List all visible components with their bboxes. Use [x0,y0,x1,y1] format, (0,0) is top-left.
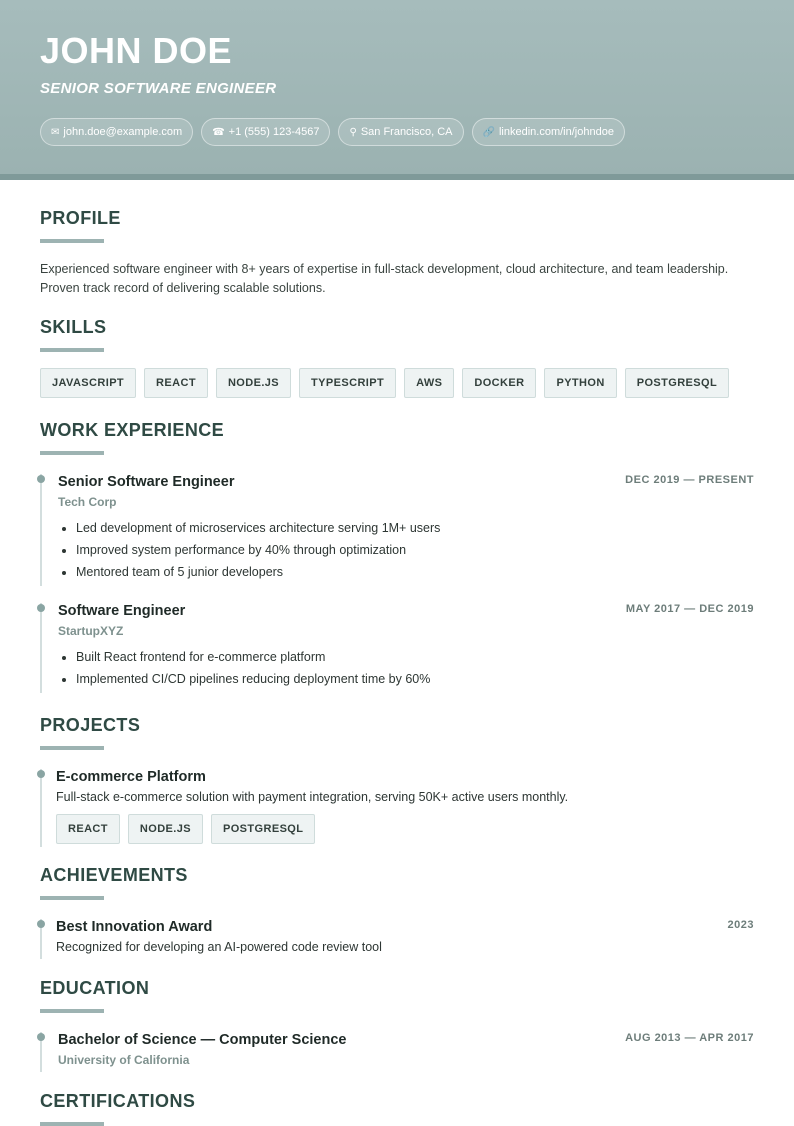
achievement-year: 2023 [727,919,754,931]
tech-tag: POSTGRESQL [211,814,315,844]
education-dates: AUG 2013 — APR 2017 [625,1032,754,1044]
list-item: • Improved system performance by 40% through optimization [76,539,754,561]
contact-list [40,118,625,146]
achievement-title: Best Innovation Award [56,919,213,935]
certifications-title: CERTIFICATIONS [40,1091,196,1111]
section-divider [40,239,104,243]
job-dates: MAY 2017 — DEC 2019 [625,603,754,615]
contact-email-text: john.doe@example.com [63,126,183,138]
achievements-section [40,865,754,900]
profile-title: PROFILE [40,208,121,228]
timeline-dot [37,920,45,928]
job-bullets [58,517,754,583]
section-divider [40,348,104,352]
skill-tag: REACT [144,368,208,398]
list-item: • Built React frontend for e-commerce platform [76,646,754,668]
contact-phone[interactable] [201,118,330,146]
achievements-title: ACHIEVEMENTS [40,865,188,885]
profile-text: Experienced software engineer with 8+ years of expertise in full-stack development, cloud architecture, and team leadership. Proven track record of delivering scalable solutions. [40,262,729,295]
achievement-description: Recognized for developing an AI-powered code review tool [56,940,382,954]
contact-linkedin[interactable] [472,118,625,146]
person-name: JOHN DOE [40,30,233,71]
job-title: Software Engineer [58,603,186,619]
contact-email[interactable] [40,118,193,146]
certifications-section [40,1091,754,1126]
job-title: SENIOR SOFTWARE ENGINEER [40,80,277,97]
section-divider [40,1009,104,1013]
section-divider [40,746,104,750]
tech-tag: NODE.JS [128,814,203,844]
skill-tag: PYTHON [544,368,616,398]
project-title: E-commerce Platform [56,769,206,785]
achievement-entry [40,919,754,959]
company-name: StartupXYZ [58,624,124,638]
education-title: EDUCATION [40,978,150,998]
skill-tag: AWS [404,368,454,398]
project-tags [56,814,754,844]
skill-tag: JAVASCRIPT [40,368,136,398]
projects-section [40,715,754,750]
education-section [40,978,754,1013]
job-entry [40,474,754,586]
skill-tag: TYPESCRIPT [299,368,396,398]
envelope-icon: ✉ [51,126,60,138]
section-divider [40,896,104,900]
experience-title: WORK EXPERIENCE [40,420,225,440]
resume-header [0,0,794,180]
skill-tag: POSTGRESQL [625,368,729,398]
list-item: • Implemented CI/CD pipelines reducing deployment time by 60% [76,668,754,690]
timeline-dot [37,770,45,778]
project-description: Full-stack e-commerce solution with payment integration, serving 50K+ active users monthly. [56,790,569,804]
project-entry [40,769,754,847]
contact-location-text: San Francisco, CA [360,126,453,138]
contact-location [338,118,463,146]
phone-icon: ☎ [212,126,225,138]
timeline-dot [37,1033,45,1041]
skill-tag: DOCKER [462,368,536,398]
tech-tag: REACT [56,814,120,844]
job-dates: DEC 2019 — PRESENT [625,474,754,486]
experience-section [40,420,754,455]
projects-title: PROJECTS [40,715,141,735]
education-entry [40,1032,754,1072]
list-item: • Mentored team of 5 junior developers [76,561,754,583]
profile-section [40,208,754,298]
section-divider [40,451,104,455]
list-item: • Led development of microservices architecture serving 1M+ users [76,517,754,539]
contact-phone-text: +1 (555) 123-4567 [228,126,320,138]
job-entry [40,603,754,693]
timeline-dot [37,475,45,483]
contact-linkedin-text: linkedin.com/in/johndoe [498,126,614,138]
job-title: Senior Software Engineer [58,474,235,490]
timeline-dot [37,604,45,612]
location-pin-icon: ⚲ [349,126,357,138]
school-name: University of California [58,1053,190,1067]
degree-title: Bachelor of Science — Computer Science [58,1032,347,1048]
company-name: Tech Corp [58,495,117,509]
skills-section [40,317,754,398]
job-bullets [58,646,754,690]
skills-title: SKILLS [40,317,107,337]
skill-tag: NODE.JS [216,368,291,398]
skills-list [40,368,754,398]
link-icon: 🔗 [482,126,495,138]
